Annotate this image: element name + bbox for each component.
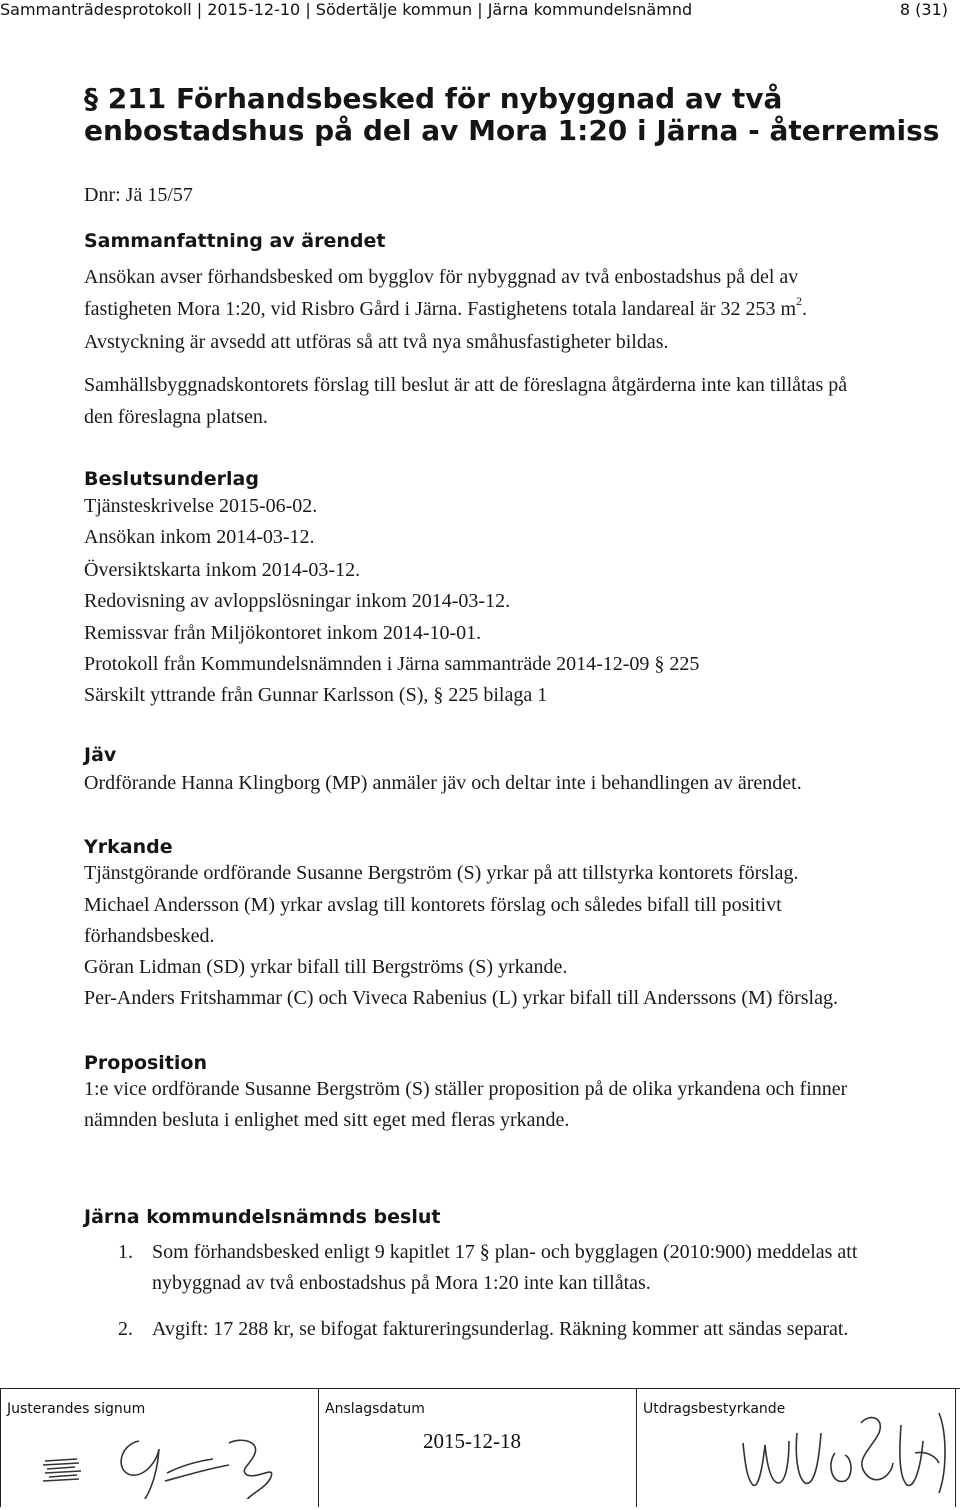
proposition-text-line-2: nämnden besluta i enlighet med sitt eget med fleras yrkande. — [84, 1109, 570, 1131]
yrkande-line: förhandsbesked. — [84, 925, 215, 947]
proposition-text-line-1: 1:e vice ordförande Susanne Bergström (S) ställer proposition på de olika yrkandena och finner — [84, 1078, 848, 1100]
decision-item-text-line-1: Som förhandsbesked enligt 9 kapitlet 17 § plan- och bygglagen (2010:900) meddelas att — [152, 1241, 858, 1263]
header-protocol-info: Sammanträdesprotokoll | 2015-12-10 | Södertälje kommun | Järna kommundelsnämnd — [0, 0, 693, 19]
superscript: 2 — [796, 294, 803, 308]
summary-heading: Sammanfattning av ärendet — [84, 230, 386, 252]
underlag-item: Protokoll från Kommundelsnämnden i Järna sammanträde 2014-12-09 § 225 — [84, 653, 700, 675]
page-header — [0, 0, 960, 22]
yrkande-line: Per-Anders Fritshammar (C) och Viveca Rabenius (L) yrkar bifall till Anderssons (M) förslag. — [84, 987, 838, 1009]
yrkande-line: Michael Andersson (M) yrkar avslag till kontorets förslag och således bifall till positivt — [84, 894, 782, 916]
case-number: Dnr: Jä 15/57 — [84, 184, 193, 206]
handwritten-initials — [7, 1419, 307, 1499]
proposition-heading: Proposition — [84, 1052, 207, 1074]
jav-text: Ordförande Hanna Klingborg (MP) anmäler jäv och deltar inte i behandlingen av ärendet. — [84, 772, 802, 794]
proposal-text-line-1: Samhällsbyggnadskontorets förslag till beslut är att de föreslagna åtgärderna inte kan tillåtas på — [84, 374, 848, 396]
page-title-line-1: § 211 Förhandsbesked för nybyggnad av två — [84, 82, 783, 115]
signature-footer — [0, 1388, 960, 1510]
decision-item-number: 1. — [118, 1241, 133, 1263]
underlag-item: Ansökan inkom 2014-03-12. — [84, 526, 315, 548]
underlag-item: Särskilt yttrande från Gunnar Karlsson (S), § 225 bilaga 1 — [84, 684, 548, 706]
yrkande-line: Tjänstgörande ordförande Susanne Bergström (S) yrkar på att tillstyrka kontorets förslag. — [84, 862, 799, 884]
signature-cell — [0, 1389, 319, 1507]
decision-item-number: 2. — [118, 1318, 133, 1340]
underlag-item: Översiktskarta inkom 2014-03-12. — [84, 559, 361, 581]
extract-certification-label: Utdragsbestyrkande — [643, 1401, 786, 1417]
handwritten-signature — [639, 1393, 951, 1505]
page-title-line-2: enbostadshus på del av Mora 1:20 i Järna - återremiss — [84, 114, 940, 147]
summary-text-line-2: fastigheten Mora 1:20, vid Risbro Gård i Järna. Fastighetens totala landareal är 32 253 $m^2$. — [84, 294, 808, 320]
page-number: 8 (31) — [899, 0, 948, 19]
signature-label: Justerandes signum — [7, 1401, 146, 1417]
underlag-item: Redovisning av avloppslösningar inkom 2014-03-12. — [84, 590, 511, 612]
underlag-item: Remissvar från Miljökontoret inkom 2014-10-01. — [84, 622, 482, 644]
posting-date-cell — [318, 1389, 637, 1507]
decision-item-text-line-1: Avgift: 17 288 kr, se bifogat faktureringsunderlag. Räkning kommer att sändas separat. — [152, 1318, 849, 1340]
posting-date-value: 2015-12-18 — [423, 1429, 521, 1453]
posting-date-label: Anslagsdatum — [325, 1401, 425, 1417]
decision-item-text-line-2: nybyggnad av två enbostadshus på Mora 1:20 inte kan tillåtas. — [152, 1272, 651, 1294]
jav-heading: Jäv — [84, 744, 117, 766]
yrkande-line: Göran Lidman (SD) yrkar bifall till Bergströms (S) yrkande. — [84, 956, 568, 978]
decision-heading: Järna kommundelsnämnds beslut — [84, 1206, 441, 1228]
underlag-item: Tjänsteskrivelse 2015-06-02. — [84, 495, 318, 517]
yrkande-heading: Yrkande — [84, 836, 173, 858]
summary-text-line-3: Avstyckning är avsedd att utföras så att två nya småhusfastigheter bildas. — [84, 331, 669, 353]
extract-certification-cell — [636, 1389, 956, 1507]
underlag-heading: Beslutsunderlag — [84, 468, 259, 490]
summary-text-line-1: Ansökan avser förhandsbesked om bygglov för nybyggnad av två enbostadshus på del av — [84, 266, 799, 288]
proposal-text-line-2: den föreslagna platsen. — [84, 406, 268, 428]
